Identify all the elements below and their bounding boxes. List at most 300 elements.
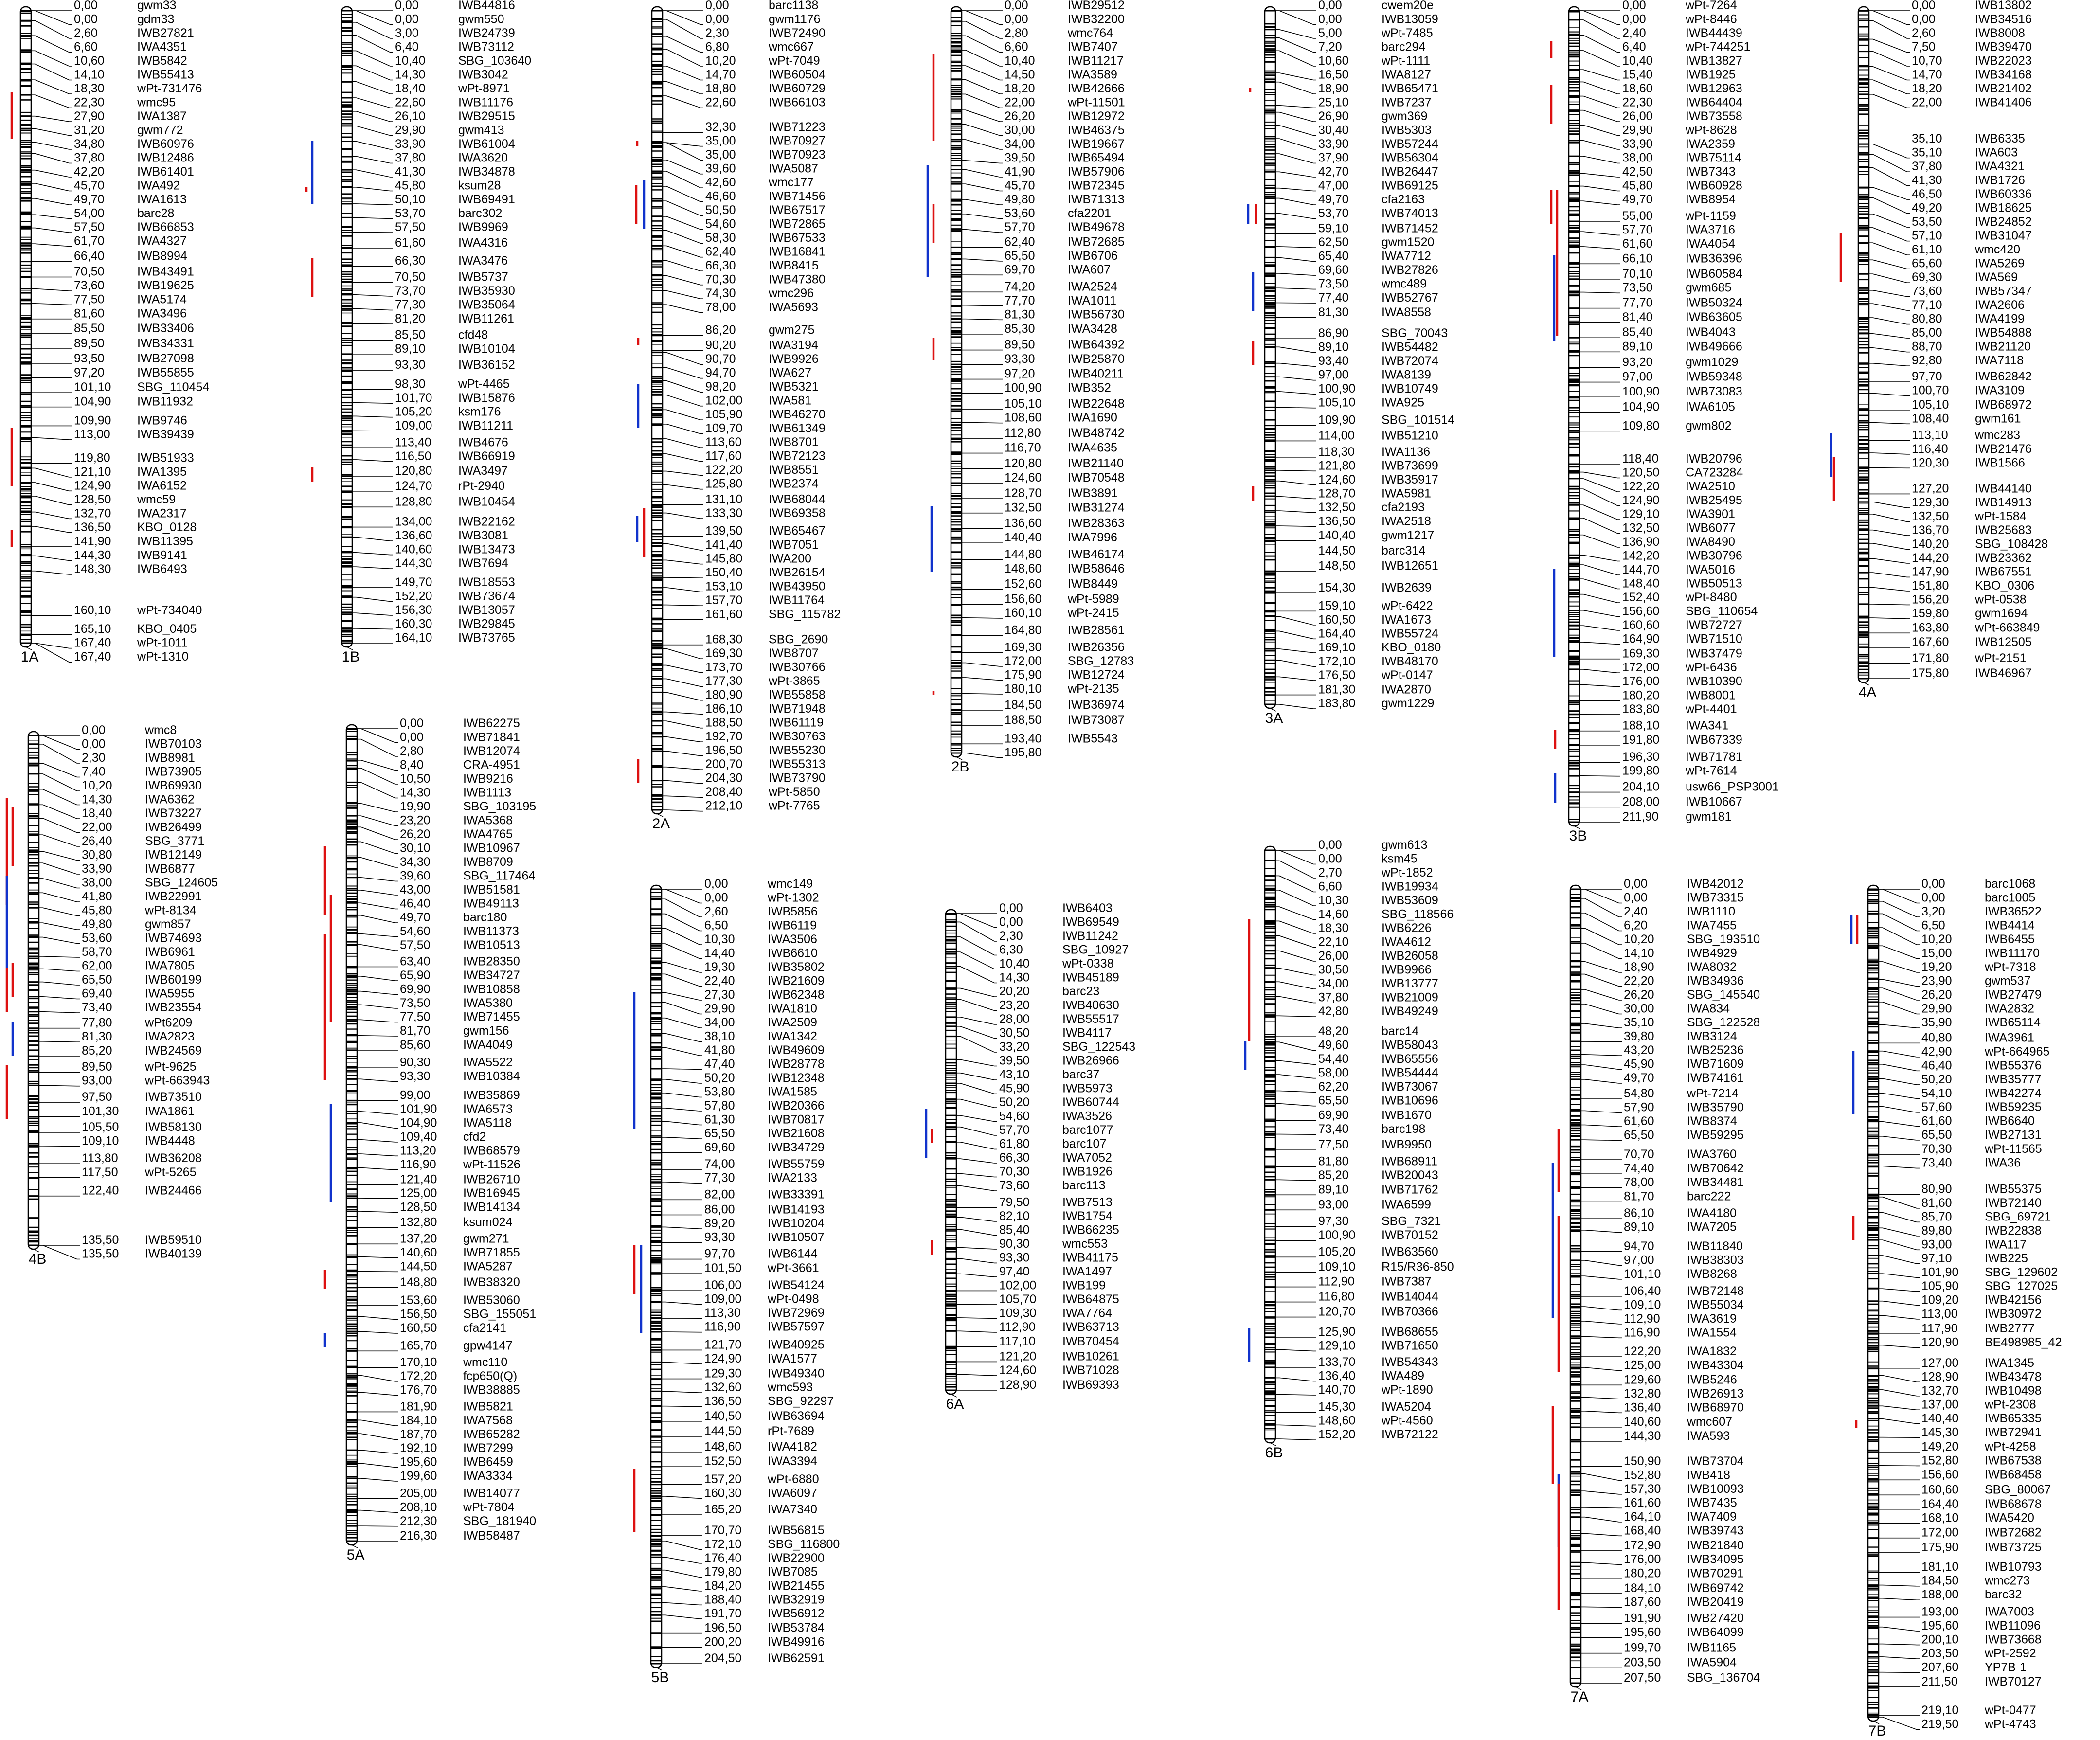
chromosome-bar <box>1868 885 1879 1721</box>
marker-position: 207,50 <box>1624 1671 1661 1685</box>
marker-position: 65,50 <box>1921 1128 1952 1142</box>
marker-name: IWB71762 <box>1382 1183 1438 1197</box>
marker <box>31 279 194 292</box>
marker <box>1275 1005 1438 1018</box>
marker-connector <box>663 721 703 728</box>
marker <box>1581 1468 1730 1482</box>
marker-position: 219,50 <box>1921 1717 1959 1731</box>
marker <box>1275 1305 1438 1319</box>
marker-connector <box>663 246 703 257</box>
marker-name: IWB30796 <box>1686 549 1742 563</box>
marker-name: SBG_124605 <box>145 876 218 890</box>
marker-position: 122,20 <box>705 463 743 477</box>
marker <box>357 938 520 952</box>
marker-connector <box>352 11 393 25</box>
marker <box>663 96 826 109</box>
marker-name: IWB5856 <box>768 905 818 918</box>
marker <box>357 1441 513 1455</box>
marker <box>956 1026 1112 1040</box>
marker-connector <box>663 513 703 519</box>
marker-connector <box>1275 861 1316 878</box>
marker-name: IWA2518 <box>1382 514 1431 528</box>
marker <box>1275 1355 1438 1369</box>
marker-position: 119,80 <box>74 451 110 465</box>
marker-name: cwem20e <box>1382 0 1434 12</box>
marker-connector <box>352 553 393 555</box>
marker-position: 94,70 <box>1624 1239 1654 1253</box>
marker-position: 165,70 <box>400 1339 437 1353</box>
marker-position: 73,40 <box>1921 1156 1952 1170</box>
marker-connector <box>1869 197 1910 213</box>
marker-position: 45,90 <box>999 1081 1030 1095</box>
marker-name: ksum024 <box>463 1215 513 1229</box>
marker <box>956 1334 1119 1348</box>
marker-name: IWA3496 <box>137 306 187 321</box>
marker <box>357 758 520 772</box>
marker-name: IWB70454 <box>1062 1334 1119 1348</box>
marker-position: 18,40 <box>395 82 426 95</box>
marker-position: 30,00 <box>1624 1002 1654 1016</box>
marker-name: IWB22838 <box>1985 1223 2042 1238</box>
marker <box>1879 1307 2042 1321</box>
marker-position: 30,00 <box>1005 123 1035 137</box>
marker <box>662 889 819 905</box>
marker-name: IWA7409 <box>1687 1509 1737 1524</box>
marker <box>662 1395 834 1408</box>
marker <box>1581 1016 1760 1029</box>
marker-name: IWB9926 <box>769 352 819 366</box>
marker-name: IWB7085 <box>768 1565 818 1579</box>
marker <box>1275 68 1431 82</box>
marker-position: 109,00 <box>704 1292 742 1306</box>
marker-name: IWB27479 <box>1985 988 2042 1002</box>
marker-name: IWB1754 <box>1062 1209 1113 1223</box>
marker-name: IWB11096 <box>1985 1619 2041 1633</box>
marker-position: 191,80 <box>1622 733 1660 747</box>
marker-name: IWB42012 <box>1687 877 1744 891</box>
marker-position: 77,70 <box>1005 293 1035 307</box>
chromosome-name: 5A <box>346 1547 365 1563</box>
marker-connector <box>352 537 393 541</box>
marker-position: 2,30 <box>82 751 106 765</box>
marker-position: 10,40 <box>999 957 1030 970</box>
marker-position: 204,30 <box>705 771 743 785</box>
marker-position: 169,10 <box>1318 640 1356 654</box>
marker-name: gwm161 <box>1975 412 2021 426</box>
marker-name: IWB352 <box>1068 381 1111 395</box>
marker <box>1579 675 1742 688</box>
marker-name: IWB8001 <box>1686 688 1736 702</box>
marker-name: IWB71223 <box>769 120 826 134</box>
marker-connector <box>1879 889 1920 903</box>
marker-position: 37,80 <box>1912 160 1942 174</box>
marker-connector <box>31 556 72 561</box>
marker-position: 53,80 <box>704 1085 735 1099</box>
marker <box>357 982 520 996</box>
marker-connector <box>1581 1517 1622 1522</box>
marker-position: 15,00 <box>1921 946 1952 960</box>
marker-position: 149,20 <box>1921 1439 1959 1453</box>
marker <box>962 698 1125 712</box>
marker <box>1879 1128 2042 1142</box>
marker-name: IWB29845 <box>458 617 515 631</box>
marker-name: gwm413 <box>458 123 504 137</box>
marker-name: IWB48742 <box>1068 426 1125 440</box>
marker-position: 35,00 <box>705 134 736 148</box>
marker-position: 73,50 <box>1318 277 1349 291</box>
marker-position: 116,90 <box>1624 1326 1660 1340</box>
marker <box>1579 96 1742 109</box>
marker-position: 112,90 <box>999 1320 1036 1334</box>
marker-name: gwm802 <box>1686 419 1732 433</box>
marker-name: wPt-7049 <box>769 54 820 68</box>
marker-connector <box>663 781 703 784</box>
marker <box>39 848 202 862</box>
marker <box>1869 456 2025 469</box>
marker-connector <box>31 116 72 122</box>
marker-connector <box>962 663 1003 666</box>
marker-position: 58,70 <box>82 945 112 959</box>
marker-name: IWB21120 <box>1975 340 2031 354</box>
marker-position: 0,00 <box>1624 891 1648 905</box>
marker-name: IWB64392 <box>1068 338 1125 352</box>
marker <box>956 1251 1118 1264</box>
marker-name: wPt-1890 <box>1382 1382 1433 1397</box>
marker-connector <box>357 945 398 951</box>
marker-position: 23,20 <box>400 813 431 827</box>
marker <box>1581 1030 1737 1043</box>
marker-name: IWB42274 <box>1985 1086 2042 1100</box>
marker-connector <box>956 1217 997 1221</box>
marker-position: 6,60 <box>1005 40 1028 54</box>
marker-connector <box>357 768 398 784</box>
marker-name: IWB73558 <box>1686 109 1742 123</box>
marker <box>663 688 826 702</box>
chromosome-name: 3B <box>1569 828 1587 844</box>
marker-position: 26,00 <box>1318 949 1349 963</box>
marker-name: IWA6573 <box>463 1102 513 1116</box>
marker-connector <box>1879 988 1920 1000</box>
marker-name: IWB10793 <box>1985 1560 2042 1574</box>
marker-name: IWB47380 <box>769 272 826 287</box>
marker-name: IWB2777 <box>1985 1322 2035 1336</box>
marker-position: 167,60 <box>1912 635 1949 649</box>
marker <box>1581 1176 1744 1189</box>
marker-position: 168,40 <box>1624 1524 1661 1538</box>
marker-connector <box>1879 1315 1920 1319</box>
marker <box>1579 750 1742 764</box>
marker-name: IWA5087 <box>769 161 818 176</box>
marker-position: 144,50 <box>1318 544 1356 558</box>
marker-name: IWB65282 <box>463 1427 520 1441</box>
marker-position: 196,30 <box>1622 750 1660 764</box>
marker-connector <box>662 1603 702 1605</box>
marker-position: 153,60 <box>400 1293 437 1307</box>
marker <box>31 413 187 427</box>
marker-name: IWB11932 <box>137 395 193 409</box>
marker-name: IWA6097 <box>768 1486 817 1500</box>
marker-name: wPt-1310 <box>137 650 189 664</box>
marker-position: 94,70 <box>705 366 736 380</box>
marker-name: SBG_122528 <box>1687 1016 1760 1029</box>
marker <box>357 1383 520 1397</box>
marker-connector <box>662 1079 702 1083</box>
marker-name: IWA2359 <box>1686 137 1735 151</box>
marker-name: IWB6335 <box>1975 132 2025 146</box>
marker-position: 124,90 <box>1622 493 1660 507</box>
marker-connector <box>1275 470 1316 471</box>
marker-name: IWB10384 <box>463 1069 520 1083</box>
marker-position: 19,30 <box>704 960 735 974</box>
marker-name: barc222 <box>1687 1189 1731 1203</box>
marker-connector <box>962 184 1003 191</box>
marker-position: 0,00 <box>400 717 424 730</box>
marker-name: IWB9216 <box>463 772 513 786</box>
marker <box>352 254 508 268</box>
marker-position: 70,50 <box>74 265 105 279</box>
marker-position: 113,80 <box>82 1151 118 1166</box>
marker-name: IWB5543 <box>1068 732 1118 746</box>
marker-name: IWB55759 <box>768 1157 825 1171</box>
marker <box>357 996 513 1010</box>
marker-position: 28,00 <box>999 1012 1030 1026</box>
marker-name: IWB3042 <box>458 68 508 82</box>
marker <box>1879 1293 2042 1307</box>
marker-connector <box>663 395 703 406</box>
marker-connector <box>352 308 393 310</box>
marker-position: 2,40 <box>1624 905 1648 918</box>
marker-name: IWA4612 <box>1382 935 1431 949</box>
marker-position: 25,10 <box>1318 95 1349 109</box>
marker-name: IWB12505 <box>1975 635 2032 649</box>
marker-name: IWB44816 <box>458 0 515 12</box>
marker-connector <box>663 276 703 285</box>
marker-name: IWA3619 <box>1687 1311 1737 1326</box>
marker-position: 77,30 <box>395 298 426 312</box>
marker-name: IWB14193 <box>768 1202 825 1217</box>
marker-connector <box>662 1034 702 1042</box>
marker-connector <box>1879 1107 1920 1112</box>
marker-connector <box>1581 1474 1622 1481</box>
marker-name: wPt-3661 <box>768 1261 819 1275</box>
marker <box>956 985 1099 998</box>
marker <box>1869 442 2032 456</box>
marker-position: 65,50 <box>1624 1128 1654 1142</box>
marker <box>39 917 191 931</box>
marker-connector <box>662 1362 702 1364</box>
marker-name: IWB71855 <box>463 1245 520 1259</box>
marker-connector <box>1581 1307 1622 1310</box>
marker-position: 135,50 <box>82 1247 119 1261</box>
marker-position: 77,50 <box>1318 1138 1349 1152</box>
marker-position: 140,70 <box>1318 1382 1356 1397</box>
marker-name: IWB5842 <box>137 54 187 68</box>
marker-position: 179,80 <box>704 1565 742 1579</box>
marker <box>1275 222 1438 235</box>
marker-connector <box>39 956 80 957</box>
marker-name: IWA8558 <box>1382 305 1431 319</box>
marker <box>1581 1326 1737 1339</box>
marker <box>1879 1511 2034 1525</box>
marker-position: 200,10 <box>1921 1632 1959 1647</box>
marker-name: IWB63694 <box>768 1409 825 1423</box>
marker-position: 161,60 <box>1624 1496 1661 1510</box>
marker-name: IWB21455 <box>768 1579 825 1593</box>
marker-position: 27,30 <box>704 988 735 1002</box>
marker-position: 0,00 <box>395 12 419 26</box>
marker <box>1275 382 1438 395</box>
marker-position: 152,80 <box>1921 1453 1959 1468</box>
marker-position: 136,70 <box>1912 523 1949 537</box>
marker-connector <box>962 161 1003 163</box>
marker-name: IWA6599 <box>1382 1198 1431 1212</box>
marker-position: 181,10 <box>1921 1560 1959 1574</box>
marker-name: IWB13777 <box>1382 977 1438 990</box>
marker-name: SBG_155051 <box>463 1307 537 1321</box>
marker-connector <box>31 51 72 66</box>
marker <box>1275 668 1433 682</box>
marker-name: IWB60336 <box>1975 187 2032 201</box>
marker-name: IWB20796 <box>1686 452 1742 466</box>
marker-connector <box>663 261 703 271</box>
marker-position: 129,30 <box>704 1366 742 1381</box>
marker-name: IWB13473 <box>458 542 515 556</box>
marker <box>1879 1619 2041 1632</box>
marker <box>663 449 826 463</box>
marker-connector <box>1869 543 1910 549</box>
marker-connector <box>1579 555 1620 561</box>
marker-connector <box>663 66 703 80</box>
marker-position: 77,80 <box>82 1016 112 1030</box>
marker-connector <box>1275 214 1316 219</box>
marker-name: gwm181 <box>1686 810 1732 824</box>
marker-position: 105,50 <box>82 1120 119 1134</box>
marker-name: SBG_110654 <box>1686 604 1758 618</box>
marker-name: IWA8490 <box>1686 535 1735 549</box>
marker-position: 70,50 <box>395 270 426 284</box>
marker <box>1879 1279 2058 1293</box>
marker <box>357 883 520 897</box>
marker-name: IWB72941 <box>1985 1425 2042 1439</box>
marker <box>31 80 202 95</box>
marker-connector <box>663 231 703 244</box>
marker-position: 112,90 <box>1318 1274 1355 1289</box>
marker-name: wPt-0338 <box>1062 957 1114 970</box>
marker <box>39 763 202 778</box>
marker-name: IWB65556 <box>1382 1052 1438 1066</box>
marker-name: IWB28350 <box>463 954 520 969</box>
marker-position: 89,20 <box>704 1216 735 1230</box>
marker <box>31 179 180 193</box>
marker-name: wmc149 <box>768 877 813 891</box>
marker-position: 41,90 <box>1005 165 1035 179</box>
marker-position: 85,20 <box>1318 1168 1349 1182</box>
marker-name: IWA7205 <box>1687 1220 1737 1234</box>
marker-position: 172,00 <box>1622 661 1660 675</box>
marker-connector <box>662 993 702 1000</box>
marker-name: IWB12651 <box>1382 559 1438 573</box>
marker-position: 38,00 <box>82 876 112 890</box>
marker-name: IWB58646 <box>1068 562 1125 576</box>
marker <box>1275 1024 1419 1038</box>
marker-position: 128,80 <box>395 495 432 509</box>
marker-connector <box>1581 1004 1622 1014</box>
marker-connector <box>1869 318 1910 324</box>
marker <box>352 405 501 419</box>
marker-position: 204,50 <box>704 1651 742 1665</box>
marker-connector <box>663 291 703 299</box>
marker-name: wmc283 <box>1975 428 2021 442</box>
marker-position: 54,40 <box>1318 1052 1349 1066</box>
marker-connector <box>956 1017 997 1024</box>
marker-position: 128,50 <box>74 492 111 506</box>
marker-position: 113,40 <box>395 435 431 449</box>
marker-name: IWB8994 <box>137 249 187 263</box>
marker-name: IWB26356 <box>1068 640 1125 654</box>
marker-position: 43,00 <box>400 883 431 897</box>
marker-position: 69,30 <box>1912 270 1942 285</box>
marker-connector <box>352 142 393 149</box>
marker-name: IWB71456 <box>769 189 826 203</box>
marker-position: 85,40 <box>1622 325 1653 340</box>
marker-position: 102,00 <box>705 394 743 408</box>
marker <box>956 1292 1119 1306</box>
marker <box>357 1355 507 1369</box>
marker <box>39 945 195 959</box>
marker-position: 140,50 <box>704 1409 742 1423</box>
marker-position: 50,20 <box>1921 1072 1952 1086</box>
marker <box>962 165 1125 179</box>
marker-connector <box>1581 1111 1622 1112</box>
marker <box>962 66 1117 81</box>
marker <box>1579 563 1735 576</box>
marker-position: 97,10 <box>1921 1251 1952 1265</box>
marker-name: IWB58043 <box>1382 1038 1438 1052</box>
marker-name: SBG_108428 <box>1975 537 2048 551</box>
marker-connector <box>31 128 72 135</box>
marker-position: 70,30 <box>705 272 736 287</box>
marker <box>39 959 195 973</box>
marker-position: 30,50 <box>999 1026 1030 1040</box>
marker-name: barc1077 <box>1062 1123 1113 1137</box>
marker-position: 208,00 <box>1622 795 1660 809</box>
marker <box>1879 1605 2034 1619</box>
marker-name: IWB72727 <box>1686 618 1742 632</box>
marker-connector <box>956 952 997 969</box>
marker-position: 32,30 <box>705 120 736 134</box>
marker-position: 169,30 <box>705 646 743 661</box>
marker-position: 129,30 <box>1912 495 1949 509</box>
marker <box>663 245 826 259</box>
marker-name: IWB70927 <box>769 134 826 148</box>
marker-position: 0,00 <box>1005 12 1028 26</box>
marker-position: 93,00 <box>1921 1238 1952 1252</box>
marker <box>357 800 536 813</box>
marker-position: 47,40 <box>704 1057 735 1071</box>
marker-position: 120,90 <box>1921 1335 1959 1349</box>
marker <box>662 988 825 1002</box>
marker <box>1275 413 1454 427</box>
marker-name: IWB10454 <box>458 495 515 509</box>
marker-connector <box>352 460 393 462</box>
marker-connector <box>663 11 703 25</box>
marker <box>956 1349 1119 1363</box>
marker <box>1869 523 2032 537</box>
marker-name: IWA3901 <box>1686 507 1735 521</box>
marker-position: 6,30 <box>999 943 1023 957</box>
marker-position: 37,90 <box>1318 151 1349 165</box>
marker <box>1581 1524 1744 1537</box>
